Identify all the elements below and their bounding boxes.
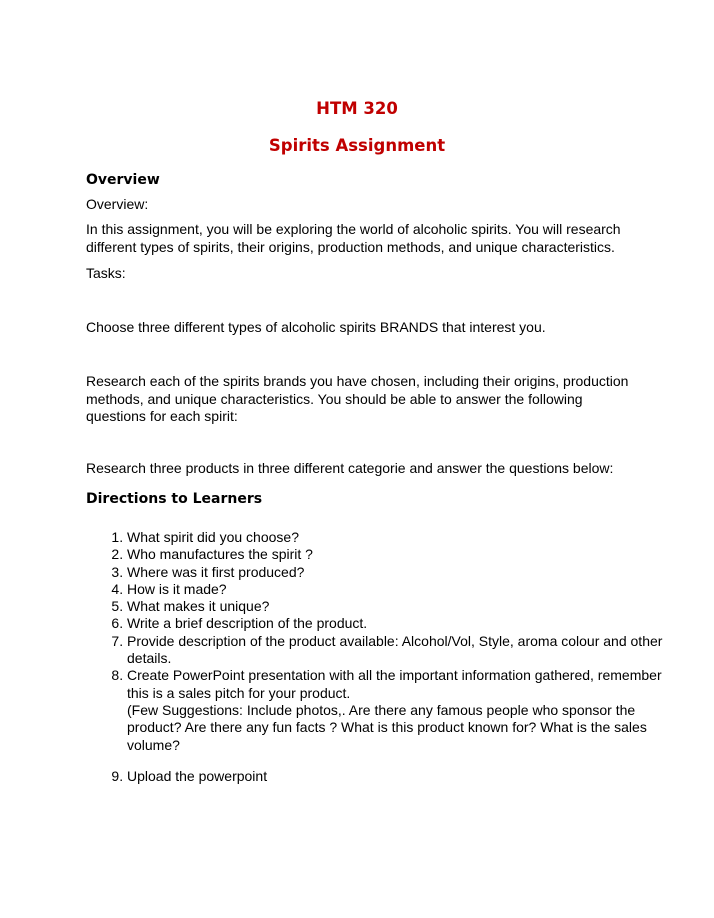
direction-item: 5. What makes it unique? [127,598,687,615]
overview-heading: Overview [86,172,160,188]
task-research-products: Research three products in three different categorie and answer the questions below: [86,460,614,476]
tasks-label: Tasks: [86,265,126,281]
direction-item-text: Create PowerPoint presentation with all the important information gathered, remember this is a sales pitch for your product. [127,667,662,701]
direction-item: 1. What spirit did you choose? [127,529,687,546]
direction-item: 3. Where was it first produced? [127,564,687,581]
task-research-brands: Research each of the spirits brands you have chosen, including their origins, production methods, and unique characteristics. You should be able to answer the following questions for each spirit: [86,373,629,424]
task-choose-brands: Choose three different types of alcoholic spirits BRANDS that interest you. [86,319,546,335]
direction-item [127,667,687,753]
direction-item: 6. Write a brief description of the product. [127,615,687,632]
assignment-title: Spirits Assignment [268,136,446,155]
direction-item: 7. Provide description of the product available: Alcohol/Vol, Style, aroma colour and other details. [127,633,687,668]
direction-item: 4. How is it made? [127,581,687,598]
directions-list [86,529,687,785]
directions-heading: Directions to Learners [86,491,263,507]
direction-suggestions: (Few Suggestions: Include photos,. Are there any famous people who sponsor the product? Are there any fun facts ? What is this product known for? What is the sales volume? [127,701,647,753]
direction-item: 9. Upload the powerpoint [127,768,687,785]
course-title: HTM 320 [316,99,398,118]
intro-paragraph: In this assignment, you will be exploring the world of alcoholic spirits. You will research different types of spirits, their origins, production methods, and unique characteristics. [86,221,621,255]
overview-label: Overview: [86,196,149,212]
direction-item: 2. Who manufactures the spirit ? [127,546,687,563]
